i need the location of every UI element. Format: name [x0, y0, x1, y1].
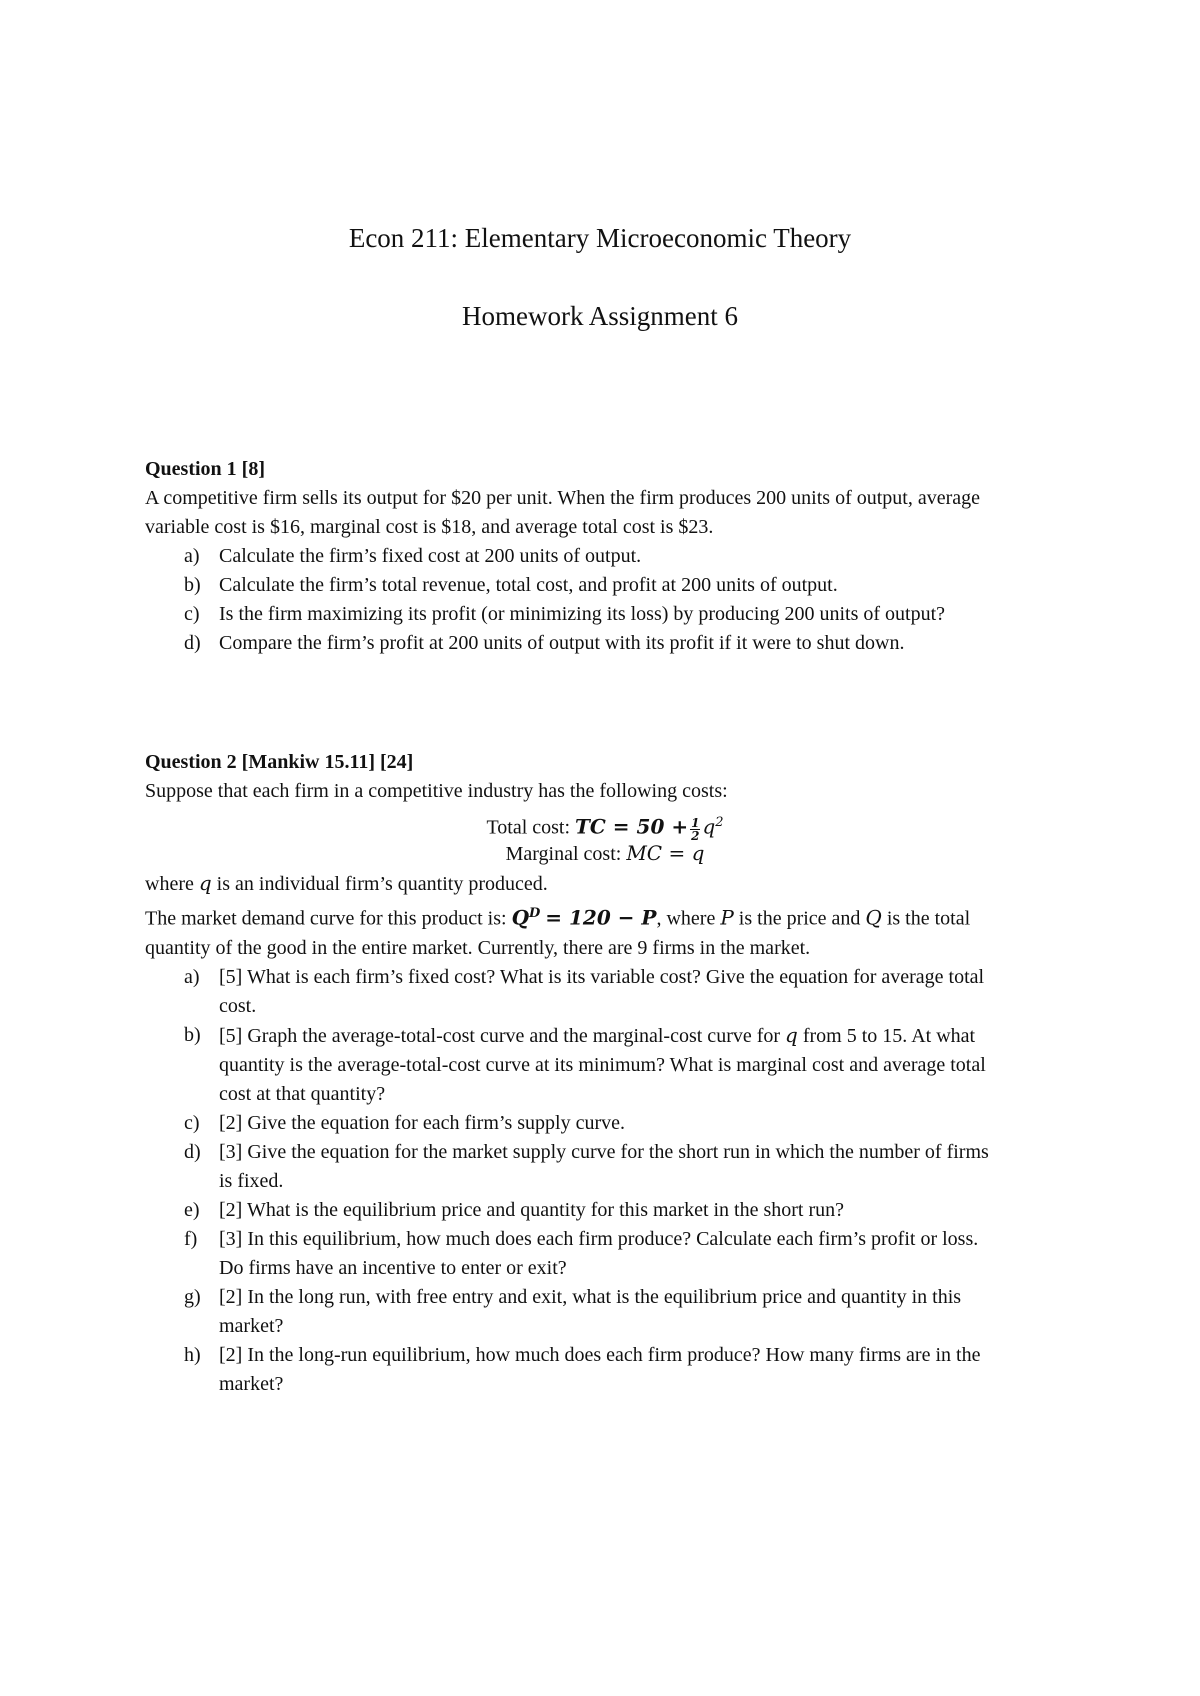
- item-text: Is the firm maximizing its profit (or minimizing its loss) by producing 200 units of output?: [219, 603, 946, 625]
- list-item: b) [5] Graph the average-total-cost curve and the marginal-cost curve for q from 5 to 15. At what quantity is the average-total-cost curve at its minimum? What is marginal cost and average total cost at that quantity?: [184, 1022, 986, 1105]
- item-marker: a): [184, 965, 200, 988]
- demand-line: The market demand curve for this product is: $Q^D = 120 - P$, where P is the price and Q is the total: [145, 905, 971, 930]
- question-1: [145, 455, 1065, 658]
- list-item: f) [3] In this equilibrium, how much does each firm produce? Calculate each firm’s profit or loss. Do firms have an incentive to enter or exit?: [145, 1225, 1065, 1283]
- list-item: e) [2] What is the equilibrium price and quantity for this market in the short run?: [145, 1196, 1065, 1225]
- fraction-one-half: $\frac{1}{2}$: [691, 815, 700, 843]
- total-cost-equation: Total cost: TC = 50 + $\frac{1}{2}$ $q^2$: [486, 814, 724, 843]
- list-item: [145, 600, 1065, 629]
- item-marker: b): [184, 1023, 201, 1046]
- question-2-intro: Suppose that each firm in a competitive industry has the following costs:: [145, 780, 728, 802]
- item-marker: b): [184, 574, 201, 596]
- item-text: Compare the firm’s profit at 200 units of output with its profit if it were to shut down.: [219, 632, 905, 654]
- item-marker: f): [184, 1227, 198, 1250]
- question-1-intro-line-1: A competitive firm sells its output for $20 per unit. When the firm produces 200 units of output, average: [145, 487, 981, 509]
- document-title: Econ 211: Elementary Microeconomic Theory: [348, 223, 852, 253]
- item-marker: e): [184, 1198, 200, 1221]
- list-item: c) [2] Give the equation for each firm’s supply curve.: [145, 1109, 1065, 1138]
- item-marker: g): [184, 1285, 201, 1308]
- demand-line-2: quantity of the good in the entire market. Currently, there are 9 firms in the market.: [145, 936, 811, 959]
- list-item: g) [2] In the long run, with free entry and exit, what is the equilibrium price and quantity in this market?: [145, 1283, 1065, 1341]
- list-item: [145, 629, 1065, 658]
- marginal-cost-equation: Marginal cost: MC = q: [505, 841, 705, 865]
- item-marker: a): [184, 545, 200, 567]
- list-item: d) [3] Give the equation for the market supply curve for the short run in which the number of firms is fixed.: [145, 1138, 1065, 1196]
- item-marker: h): [184, 1343, 201, 1366]
- document-subtitle: Homework Assignment 6: [462, 301, 738, 331]
- question-2: [145, 748, 1065, 1399]
- list-item: a) [5] What is each firm’s fixed cost? What is its variable cost? Give the equation for average total cost.: [145, 963, 1065, 1021]
- item-marker: c): [184, 1111, 200, 1134]
- question-1-items: [145, 542, 1065, 658]
- item-text: Calculate the firm’s total revenue, total cost, and profit at 200 units of output.: [219, 574, 838, 596]
- where-line: where q is an individual firm’s quantity produced.: [145, 871, 548, 895]
- question-1-intro-line-2: variable cost is $16, marginal cost is $18, and average total cost is $23.: [145, 516, 714, 538]
- item-marker: d): [184, 1140, 201, 1163]
- question-2-heading: Question 2 [Mankiw 15.11] [24]: [145, 751, 414, 773]
- list-item: [145, 571, 1065, 600]
- question-2-items: [145, 963, 1065, 1399]
- item-text: Calculate the firm’s fixed cost at 200 units of output.: [219, 545, 642, 567]
- item-marker: c): [184, 603, 200, 625]
- question-1-heading: Question 1 [8]: [145, 458, 265, 480]
- item-marker: d): [184, 632, 201, 654]
- list-item: h) [2] In the long-run equilibrium, how much does each firm produce? How many firms are in the market?: [145, 1341, 1065, 1399]
- list-item: [145, 542, 1065, 571]
